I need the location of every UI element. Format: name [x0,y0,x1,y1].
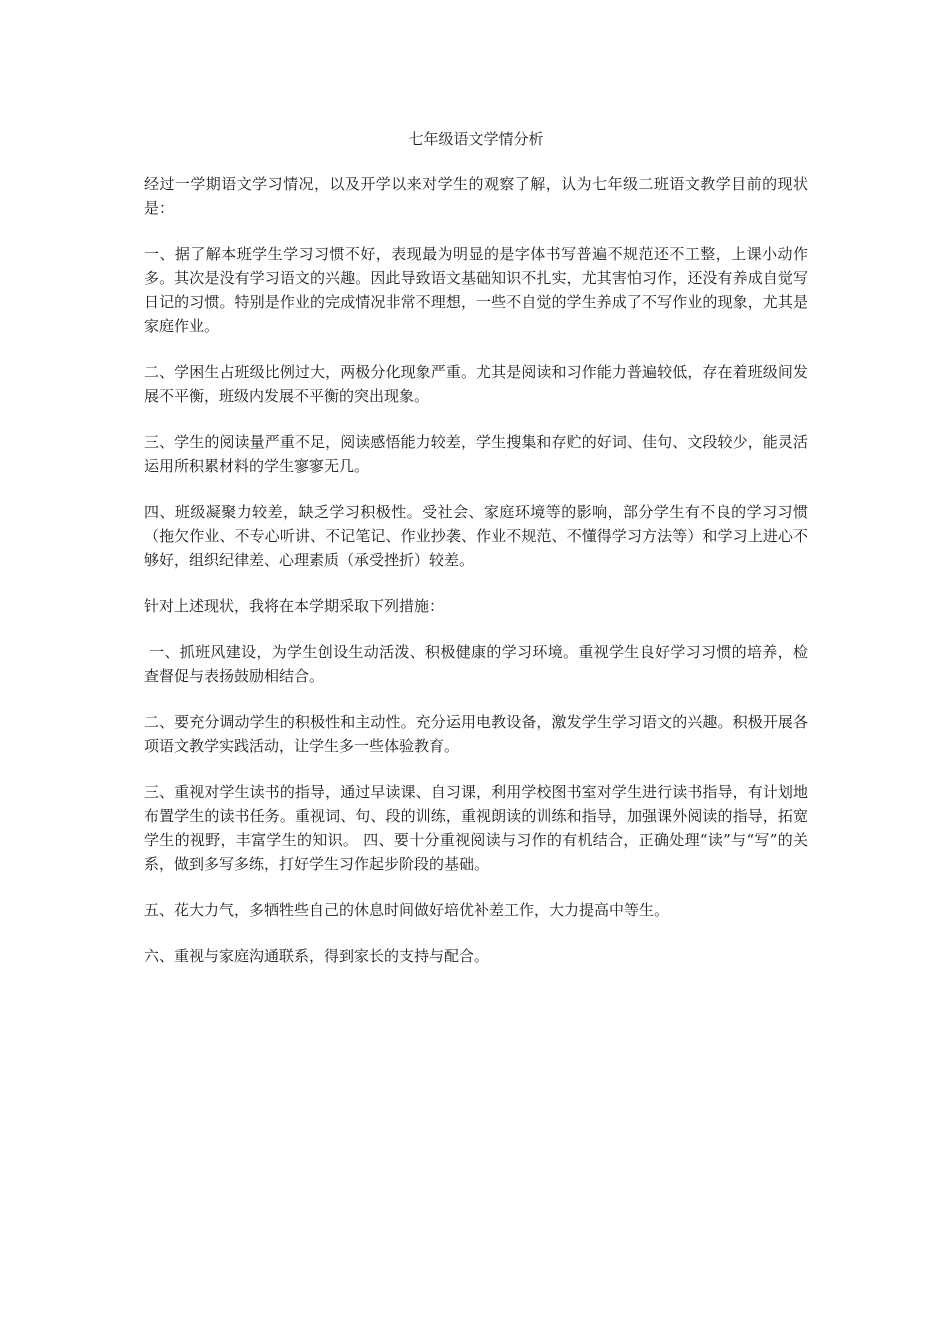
situation-item-4: 四、班级凝聚力较差，缺乏学习积极性。受社会、家庭环境等的影响，部分学生有不良的学习习惯（拖欠作业、不专心听讲、不记笔记、作业抄袭、作业不规范、不懂得学习方法等）和学习上进心不够好，组织纪律差、心理素质（承受挫折）较差。 [144,503,808,569]
measure-item-5: 五、花大力气，多牺牲些自己的休息时间做好培优补差工作，大力提高中等生。 [144,901,670,919]
document-title: 七年级语文学情分析 [408,130,544,148]
measure-item-6: 六、重视与家庭沟通联系，得到家长的支持与配合。 [144,947,490,965]
measure-item-1: 一、抓班风建设，为学生创设生动活泼、积极健康的学习环境。重视学生良好学习习惯的培养，检查督促与表扬鼓励相结合。 [144,643,808,685]
situation-item-2: 二、学困生占班级比例过大，两极分化现象严重。尤其是阅读和习作能力普遍较低，存在着班级间发展不平衡，班级内发展不平衡的突出现象。 [144,363,808,405]
measure-item-3: 三、重视对学生读书的指导，通过早读课、自习课，利用学校图书室对学生进行读书指导，有计划地布置学生的读书任务。重视词、句、段的训练，重视朗读的训练和指导，加强课外阅读的指导，拓宽学生的视野，丰富学生的知识。 四、要十分重视阅读与习作的有机结合，正确处理“读”与“写”的关系，做到多写多练，打好学生习作起步阶段的基础。 [144,783,808,873]
intro-paragraph: 经过一学期语文学习情况，以及开学以来对学生的观察了解，认为七年级二班语文教学目前的现状是： [144,175,808,217]
measure-item-2: 二、要充分调动学生的积极性和主动性。充分运用电教设备，激发学生学习语文的兴趣。积极开展各项语文教学实践活动，让学生多一些体验教育。 [144,713,808,755]
measures-intro-paragraph: 针对上述现状，我将在本学期采取下列措施： [144,597,445,615]
document-page [144,128,808,990]
situation-item-1: 一、据了解本班学生学习习惯不好，表现最为明显的是字体书写普遍不规范还不工整，上课小动作多。其次是没有学习语文的兴趣。因此导致语文基础知识不扎实，尤其害怕习作，还没有养成自觉写日记的习惯。特别是作业的完成情况非常不理想，一些不自觉的学生养成了不写作业的现象，尤其是家庭作业。 [144,245,808,335]
situation-item-3: 三、学生的阅读量严重不足，阅读感悟能力较差，学生搜集和存贮的好词、佳句、文段较少，能灵活运用所积累材料的学生寥寥无几。 [144,433,808,475]
